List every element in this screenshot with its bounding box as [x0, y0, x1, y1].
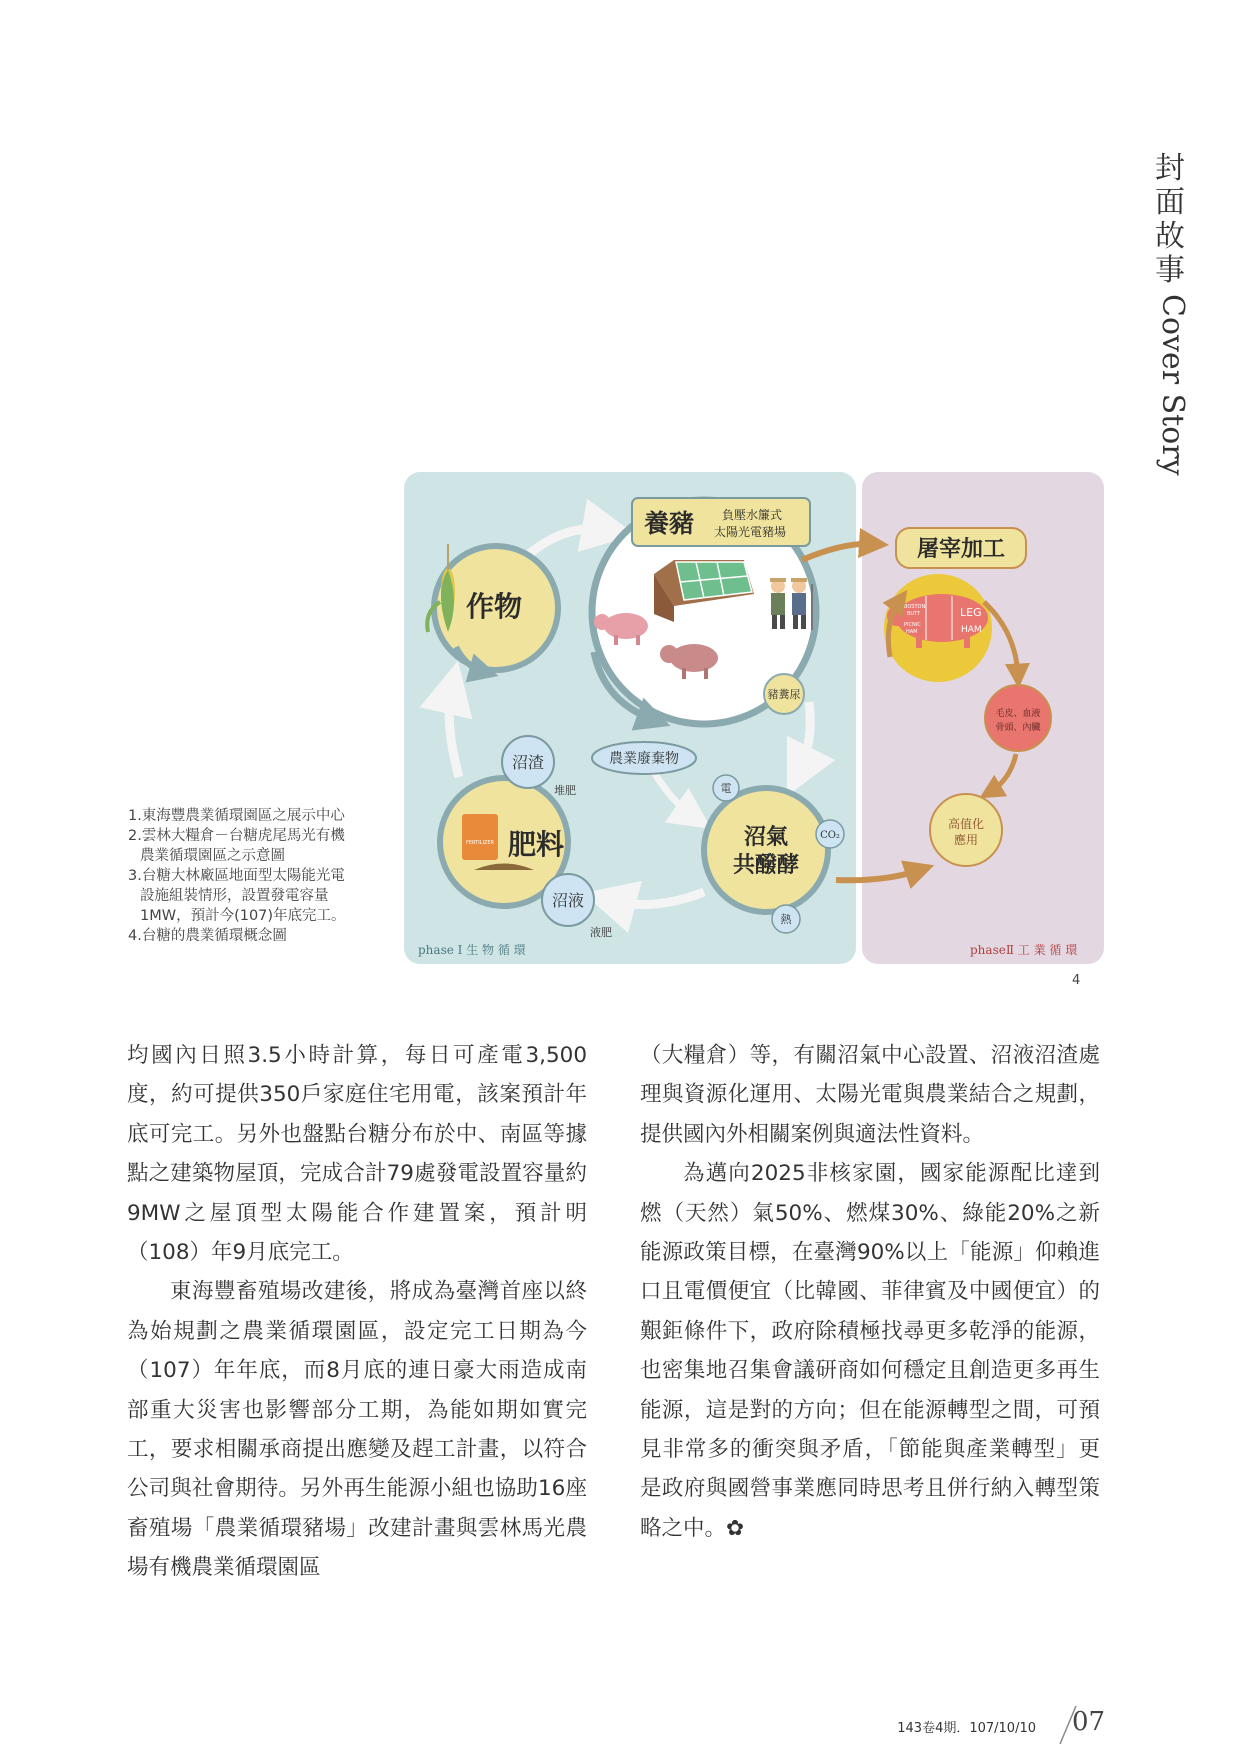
pig-cut-label: PICNIC [904, 622, 921, 628]
article-paragraph-final [640, 1154, 1100, 1548]
footer-slash-line [1058, 1704, 1078, 1746]
section-title [1150, 152, 1190, 476]
co2-label: CO₂ [820, 830, 840, 841]
manure-label: 豬糞尿 [767, 688, 801, 701]
caption-line: 農業循環園區之示意圖 [140, 848, 285, 864]
leg-ham-label: LEG [960, 606, 982, 619]
section-title-english: Cover Story [1155, 294, 1190, 476]
phase2-label: phaseⅡ 工 業 循 環 [970, 943, 1078, 957]
ag-waste-label: 農業廢棄物 [609, 751, 679, 767]
pig-cut-label: BOSTON [904, 604, 926, 610]
pig-farm-title: 養豬 [644, 509, 695, 538]
pig-farm-subtitle: 負壓水簾式 [722, 508, 783, 522]
leg-ham-label: HAM [961, 625, 982, 635]
section-title-char: 故 [1155, 219, 1185, 254]
biogas-label: 共醱酵 [732, 852, 800, 878]
slurry-label: 沼液 [551, 891, 585, 910]
article-paragraph: （大糧倉）等，有關沼氣中心設置、沼液沼渣處理與資源化運用、太陽光電與農業結合之規劃，提供國內外相關案例與適法性資料。 [640, 1043, 1100, 1147]
pig-farm-subtitle: 太陽光電豬場 [714, 525, 787, 539]
pig-cut-label: BUTT [907, 611, 921, 617]
caption-line: 設施組裝情形，設置發電容量 [140, 888, 329, 904]
compost-label: 堆肥 [554, 784, 576, 797]
end-mark-icon: ✿ [726, 1515, 745, 1541]
high-value-label: 高值化 [947, 817, 985, 831]
high-value-label: 應用 [953, 833, 979, 847]
page-footer [897, 1705, 1120, 1745]
issue-info: 143卷4期．107/10/10 [897, 1721, 1036, 1736]
fertilizer-bag-text: FERTILIZER [466, 840, 494, 846]
article-column-right [640, 1036, 1100, 1548]
phase1-label: phase Ⅰ 生 物 循 環 [418, 943, 526, 957]
fertilizer-label: 肥料 [508, 828, 565, 861]
slaughter-label: 屠宰加工 [916, 536, 1006, 562]
article-paragraph: 均國內日照3.5小時計算，每日可產電3,500度，約可提供350戶家庭住宅用電，該案預計年底可完工。另外也盤點台糖分布於中、南區等據點之建築物屋頂，完成合計79處發電設置容量約9MW之屋頂型太陽能合作建置案，預計明（108）年9月底完工。 [127, 1043, 587, 1266]
crop-label: 作物 [466, 590, 523, 623]
section-title-char: 封 [1155, 151, 1185, 186]
caption-1 [128, 806, 398, 826]
caption-4 [128, 926, 398, 946]
caption-line: 4.台糖的農業循環概念圖 [128, 928, 287, 944]
caption-line: 3.台糖大林廠區地面型太陽能光電 [128, 868, 345, 884]
caption-3 [128, 866, 398, 926]
page-number: 07 [1072, 1707, 1106, 1737]
caption-line: 1.東海豐農業循環園區之展示中心 [128, 808, 345, 824]
caption-line: 2.雲林大糧倉－台糖虎尾馬光有機 [128, 828, 345, 844]
section-title-char: 事 [1155, 253, 1185, 288]
agricultural-cycle-diagram [404, 472, 1104, 964]
byproducts-label: 骨頭、內臟 [995, 723, 1041, 733]
article-column-left [127, 1036, 587, 1588]
biogas-label: 沼氣 [743, 824, 789, 850]
byproducts-label: 毛皮、血液 [995, 709, 1041, 719]
liquid-fertilizer-label: 液肥 [590, 926, 612, 939]
figure-captions [128, 806, 398, 946]
biogas-circle [704, 788, 828, 912]
pig-cut-label: HAM [906, 629, 918, 635]
caption-line: 1MW，預計今(107)年底完工。 [140, 908, 346, 924]
electricity-label: 電 [720, 782, 732, 795]
figure-number: 4 [1072, 973, 1081, 988]
fertilizer-bag-illustration [462, 814, 498, 860]
residue-label: 沼渣 [511, 753, 545, 772]
section-title-char: 面 [1155, 185, 1185, 220]
caption-2 [128, 826, 398, 866]
heat-label: 熱 [780, 913, 792, 926]
article-paragraph-text: 為邁向2025非核家園，國家能源配比達到燃（天然）氣50%、燃煤30%、綠能20%之新能源政策目標，在臺灣90%以上「能源」仰賴進口且電價便宜（比韓國、菲律賓及中國便宜）的艱鉅條件下，政府除積極找尋更多乾淨的能源，也密集地召集會議研商如何穩定且創造更多再生能源，這是對的方向；但在能源轉型之間，可預見非常多的衝突與矛盾，「節能與產業轉型」更是政府與國營事業應同時思考且併行納入轉型策略之中。 [640, 1161, 1100, 1541]
article-paragraph: 東海豐畜殖場改建後，將成為臺灣首座以終為始規劃之農業循環園區，設定完工日期為今（107）年年底，而8月底的連日豪大雨造成南部重大災害也影響部分工期，為能如期如實完工，要求相關承商提出應變及趕工計畫，以符合公司與社會期待。另外再生能源小組也協助16座畜殖場「農業循環豬場」改建計畫與雲林馬光農場有機農業循環園區 [127, 1279, 587, 1581]
